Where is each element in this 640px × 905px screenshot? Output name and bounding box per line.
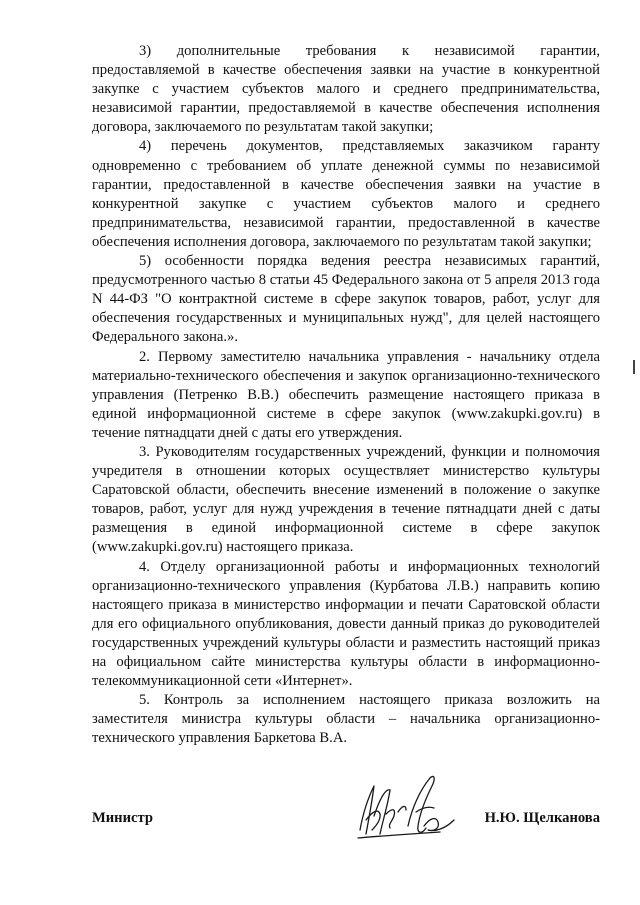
- scan-edge-mark: [633, 360, 635, 374]
- paragraph-point-2: 2. Первому заместителю начальника управления - начальнику отдела материально-технического обеспечения и закупок организационно-технического управления (Петренко В.В.) обеспечить размещение настоящего приказа в единой информационной системе в сфере закупок (www.zakupki.gov.ru) в течение пятнадцати дней с даты его утверждения.: [92, 348, 600, 441]
- paragraph-item-5: 5) особенности порядка ведения реестра независимых гарантий, предусмотренного частью 8 статьи 45 Федерального закона от 5 апреля 2013 года N 44-ФЗ "О контрактной системе в сфере закупок товаров, работ, услуг для обеспечения государственных и муниципальных нужд", для целей настоящего Федерального закона.».: [92, 253, 600, 346]
- signer-name: Н.Ю. Щелканова: [484, 810, 600, 826]
- signature-block: [92, 800, 600, 840]
- paragraph-point-4: 4. Отделу организационной работы и информационных технологий организационно-технического управления (Курбатова Л.В.) направить копию настоящего приказа в министерство информации и печати Саратовской области для его официального опубликования, довести данный приказ до руководителей государственных учреждений культуры области и разместить настоящий приказ на официальном сайте министерства культуры области в информационно-телекоммуникационной сети «Интернет».: [92, 558, 600, 690]
- handwritten-signature: [350, 768, 460, 848]
- paragraph-item-4: 4) перечень документов, представляемых заказчиком гаранту одновременно с требованием об уплате денежной суммы по независимой гарантии, предоставленной в качестве обеспечения заявки на участие в конкурентной закупке с участием субъектов малого и среднего предпринимательства, независимой гарантии, предоставленной в качестве обеспечения исполнения договора, заключаемого по результатам такой закупки;: [92, 138, 600, 250]
- document-body: [92, 42, 600, 748]
- signer-title: Министр: [92, 810, 153, 826]
- paragraph-point-5: 5. Контроль за исполнением настоящего приказа возложить на заместителя министра культуры области – начальника организационно-технического управления Баркетова В.А.: [92, 692, 600, 747]
- paragraph-point-3: 3. Руководителям государственных учреждений, функции и полномочия учредителя в отношении которых осуществляет министерство культуры Саратовской области, обеспечить внесение изменений в положение о закупке товаров, работ, услуг для нужд учреждения в течение пятнадцати дней с даты размещения в единой информационной системе в сфере закупок (www.zakupki.gov.ru) настоящего приказа.: [92, 443, 600, 556]
- paragraph-item-3: 3) дополнительные требования к независимой гарантии, предоставляемой в качестве обеспечения заявки на участие в конкурентной закупке с участием субъектов малого и среднего предпринимательства, независимой гарантии, предоставляемой в качестве обеспечения исполнения договора, заключаемого по результатам такой закупки;: [92, 43, 600, 136]
